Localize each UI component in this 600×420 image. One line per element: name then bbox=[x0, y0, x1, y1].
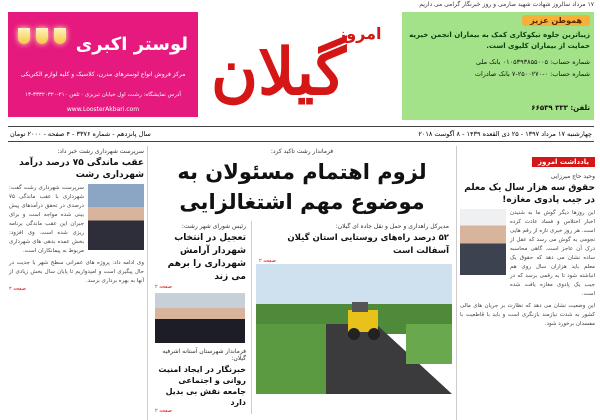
author-photo bbox=[460, 209, 506, 275]
account-line: شماره حساب: ۰-۲۵۰۰۲۷۰-۷ بانک صادرات bbox=[474, 70, 590, 78]
masthead-logo: گیلان bbox=[211, 35, 346, 110]
official-photo bbox=[88, 184, 144, 250]
lamp-icon bbox=[18, 28, 30, 44]
editorial-body: این روزها دیگر گوش ما به شنیدن اخبار اختلاس و فساد عادت کرده است. هر روز خبری تازه از رقم هایی نجومی به گوش می رسد که عقل از درک آن عاجز است. گاهی محاسبه ساده نشان می دهد که حقوق یک معلم باید هزاران سال روی هم انباشته شود تا به رقمی برسد که در جیب یک پادوی مغازه یافت شده است. bbox=[510, 210, 595, 297]
road-photo bbox=[256, 264, 452, 394]
masthead-sub: امروز bbox=[337, 24, 382, 43]
editorial-title[interactable]: حقوق سه هزار سال یک معلم در جیب پادوی مغازه! bbox=[464, 183, 595, 205]
left-body: سرپرست شهرداری رشت گفت: شهرداری با عقب ماندگی ۷۵ درصدی در تحقق درآمدهای پیش بینی شده مواجه است و برای جبران این عقب ماندگی برنامه ریزی شده است. وی افزود: بخش عمده بدهی های شهرداری مربوط به پیمانکاران است. bbox=[9, 185, 84, 254]
issue-date: چهارشنبه ۱۷ مرداد ۱۳۹۷ - ۲۵ ذی القعده ۱۴۳۹ - ۸ آگوست ۲۰۱۸ bbox=[418, 130, 592, 138]
left-more[interactable]: صفحه ۲ bbox=[9, 286, 26, 292]
ad-tag: هموطن عزیز bbox=[522, 15, 590, 26]
main-headline[interactable]: لزوم اهتمام مسئولان به موضوع مهم اشتغالزایی bbox=[177, 160, 427, 214]
middle-column bbox=[152, 146, 452, 420]
account-line: شماره حساب: ۰۱۰۵۳۹۳۸۵۵۰۰۵ بانک ملی bbox=[476, 58, 590, 66]
sub-more[interactable]: صفحه ۲ bbox=[155, 284, 172, 290]
ad-tel: تلفن: ۳۳۳ ۶۶۵۳۹ bbox=[531, 104, 590, 112]
editorial-author: وحید حاج میرزایی bbox=[550, 173, 595, 180]
ad-site[interactable]: www.LoosterAkbari.com bbox=[66, 106, 140, 113]
lower-more[interactable]: صفحه ۲ bbox=[155, 408, 172, 414]
editorial-badge: یادداشت امروز bbox=[532, 157, 595, 167]
ad-lighting[interactable] bbox=[8, 12, 198, 117]
council-photo bbox=[155, 293, 245, 343]
main-kicker: فرماندار رشت تاکید کرد: bbox=[270, 148, 334, 155]
issue-info-bar bbox=[8, 126, 594, 142]
ad-charity[interactable] bbox=[402, 12, 594, 120]
lamp-icon bbox=[36, 28, 48, 44]
sub-kicker: رئیس شورای شهر رشت: bbox=[181, 223, 246, 230]
ad-accounts bbox=[406, 56, 590, 80]
left-title[interactable]: عقب ماندگی ۷۵ درصد درآمد شهرداری رشت bbox=[19, 158, 144, 180]
lower-title[interactable]: خبرنگار در ایجاد امنیت روانی و اجتماعی جامعه نقش بی بدیل دارد bbox=[158, 365, 246, 407]
roads-more[interactable]: صفحه ۲ bbox=[259, 258, 276, 264]
issue-number: سال پانزدهم - شماره ۳۳۷۶ - ۴ صفحه - ۲۰۰۰ تومان bbox=[10, 130, 151, 138]
roads-kicker: مدیرکل راهداری و حمل و نقل جاده ای گیلان: bbox=[335, 223, 449, 230]
left-body-2: وی ادامه داد: پروژه های عمرانی سطح شهر با جدیت در حال پیگیری است و امیدواریم تا پایان سال بخش زیادی از آنها به بهره برداری برسد. bbox=[9, 260, 144, 284]
editorial-body-2: این وضعیت نشان می دهد که نظارت بر جریان های مالی کشور به شدت نیازمند بازنگری است و باید با قاطعیت با مفسدان برخورد شود. bbox=[460, 303, 595, 327]
top-strip: ۱۷ مرداد سالروز شهادت شهید صارمی و روز خبرنگار گرامی می داریم bbox=[0, 0, 600, 10]
ad-headline: زیباترین جلوه نیکوکاری کمک به بیماران انجمن خیریه حمایت از بیماران کلیوی است. bbox=[409, 31, 590, 50]
ad-brand: لوستر اکبری bbox=[75, 34, 188, 55]
ad-address: آدرس نمایشگاه: رشت، اول خیابان تبریزی · تلفن ۲۱۰-۳۳۳۲۰۳۲۰-۱۳ bbox=[25, 92, 181, 98]
left-column bbox=[6, 146, 148, 420]
lamp-icon bbox=[54, 28, 66, 44]
lower-kicker: فرماندار شهرستان آستانه اشرفیه گیلان: bbox=[162, 348, 246, 362]
left-kicker: سرپرست شهرداری رشت خبر داد: bbox=[57, 148, 144, 155]
right-column bbox=[456, 146, 598, 420]
ad-desc: مرکز فروش انواع لوسترهای مدرن، کلاسیک و کلیه لوازم الکتریکی bbox=[20, 71, 186, 78]
roads-title[interactable]: ۵۲ درصد راه‌های روستایی استان گیلان آسفالت است bbox=[287, 233, 449, 256]
masthead bbox=[205, 8, 393, 130]
sub-title[interactable]: تعجیل در انتخاب شهردار آرامش شهرداری را برهم می زند bbox=[167, 233, 246, 282]
